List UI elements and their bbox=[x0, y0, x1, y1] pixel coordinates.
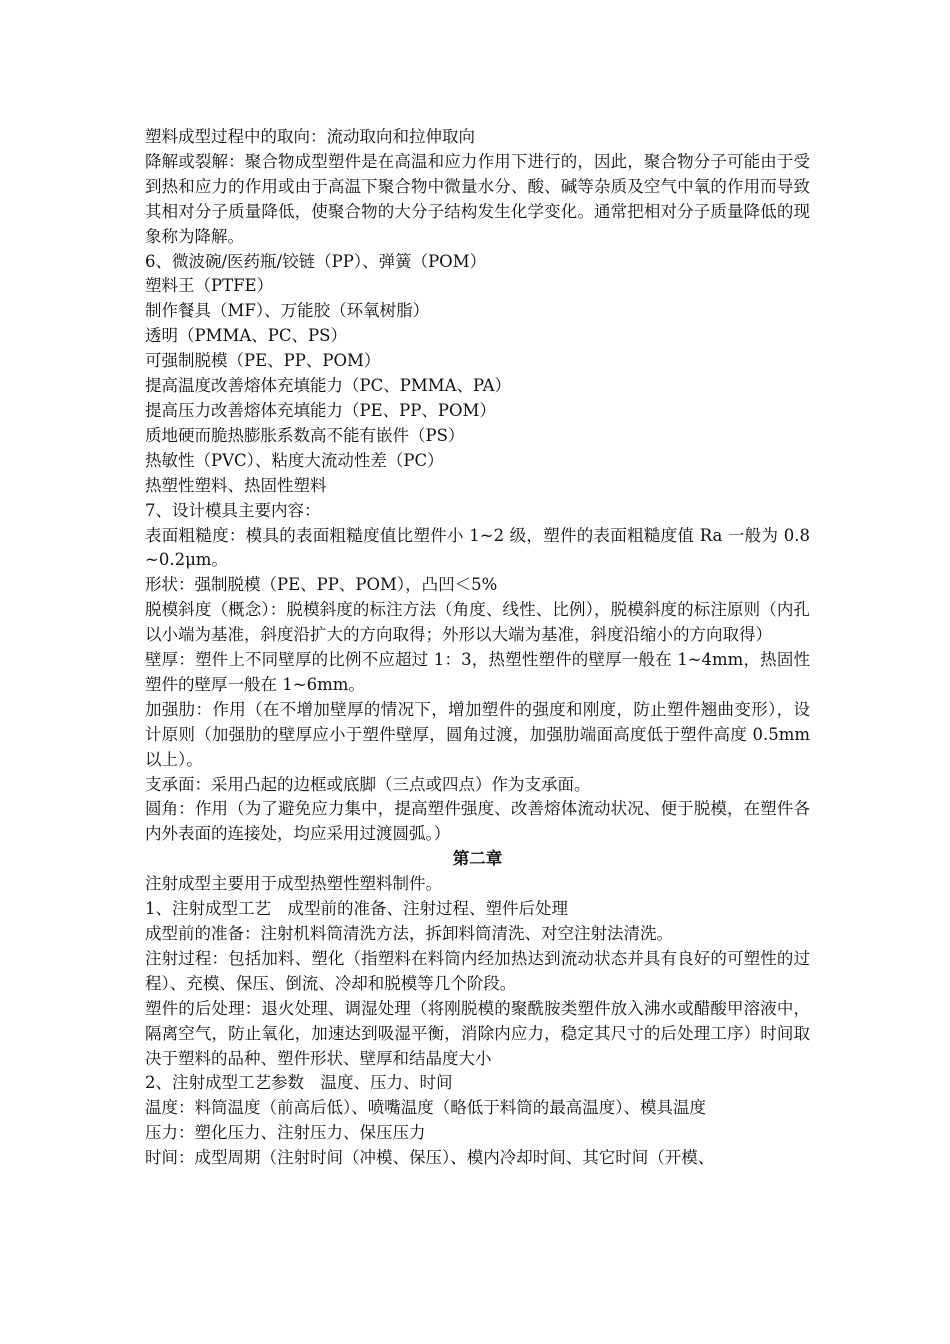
paragraph-ribs: 加强肋：作用（在不增加壁厚的情况下，增加塑件的强度和刚度，防止塑件翘曲变形），设计原则（加强肋的壁厚应小于塑件壁厚，圆角过渡，加强肋端面高度低于塑件高度 0.5mm 以上）。 bbox=[145, 699, 810, 769]
paragraph-shape: 形状：强制脱模（PE、PP、POM），凸凹＜5% bbox=[145, 575, 498, 595]
paragraph-heat-sensitive: 热敏性（PVC）、粘度大流动性差（PC） bbox=[145, 450, 444, 470]
paragraph-item-6: 6、微波碗/医药瓶/铰链（PP）、弹簧（POM） bbox=[145, 251, 487, 271]
paragraph-degradation: 降解或裂解：聚合物成型塑件是在高温和应力作用下进行的，因此，聚合物分子可能由于受到热和应力的作用或由于高温下聚合物中微量水分、酸、碱等杂质及空气中氧的作用而导致其相对分子质量降低，使聚合物的大分子结构发生化学变化。通常把相对分子质量降低的现象称为降解。 bbox=[145, 151, 810, 246]
paragraph-post-treatment: 塑件的后处理：退火处理、调湿处理（将刚脱模的聚酰胺类塑件放入沸水或醋酸甲溶液中，隔离空气，防止氧化，加速达到吸湿平衡，消除内应力，稳定其尺寸的后处理工序）时间取决于塑料的品种、塑件形状、壁厚和结晶度大小 bbox=[145, 998, 810, 1068]
paragraph-transparent: 透明（PMMA、PC、PS） bbox=[145, 326, 347, 346]
paragraph-preparation: 成型前的准备：注射机料筒清洗方法，拆卸料筒清洗、对空注射法清洗。 bbox=[145, 924, 673, 943]
document-page bbox=[145, 125, 810, 1171]
paragraph-forced-demold: 可强制脱模（PE、PP、POM） bbox=[145, 351, 381, 371]
paragraph-injection-process: 1、注射成型工艺 成型前的准备、注射过程、塑件后处理 bbox=[145, 899, 568, 919]
paragraph-injection-intro: 注射成型主要用于成型热塑性塑料制件。 bbox=[145, 874, 442, 894]
paragraph-ptfe: 塑料王（PTFE） bbox=[145, 276, 274, 296]
paragraph-orientation: 塑料成型过程中的取向：流动取向和拉伸取向 bbox=[145, 127, 475, 146]
paragraph-wall-thickness: 壁厚：塑件上不同壁厚的比例不应超过 1：3，热塑性塑件的壁厚一般在 1~4mm，热固性塑件的壁厚一般在 1~6mm。 bbox=[145, 650, 810, 694]
paragraph-ps: 质地硬而脆热膨胀系数高不能有嵌件（PS） bbox=[145, 425, 465, 445]
paragraph-process-parameters: 2、注射成型工艺参数 温度、压力、时间 bbox=[145, 1073, 453, 1093]
paragraph-fillets: 圆角：作用（为了避免应力集中，提高塑件强度、改善熔体流动状况、便于脱模，在塑件各内外表面的连接处，均应采用过渡圆弧。） bbox=[145, 799, 810, 844]
chapter-heading: 第二章 bbox=[452, 849, 503, 869]
paragraph-temperature: 温度：料筒温度（前高后低）、喷嘴温度（略低于料筒的最高温度）、模具温度 bbox=[145, 1098, 706, 1118]
paragraph-item-7: 7、设计模具主要内容： bbox=[145, 500, 321, 520]
paragraph-support-surface: 支承面：采用凸起的边框或底脚（三点或四点）作为支承面。 bbox=[145, 774, 591, 794]
paragraph-pressure-fill: 提高压力改善熔体充填能力（PE、PP、POM） bbox=[145, 400, 496, 420]
paragraph-plastics-types: 热塑性塑料、热固性塑料 bbox=[145, 475, 327, 495]
paragraph-injection-stages: 注射过程：包括加料、塑化（指塑料在料筒内经加热达到流动状态并具有良好的可塑性的过程）、充模、保压、倒流、冷却和脱模等几个阶段。 bbox=[145, 948, 810, 993]
paragraph-tableware: 制作餐具（MF）、万能胶（环氧树脂） bbox=[145, 301, 430, 321]
paragraph-draft-angle: 脱模斜度（概念）：脱模斜度的标注方法（角度、线性、比例），脱模斜度的标注原则（内孔以小端为基准，斜度沿扩大的方向取得；外形以大端为基准，斜度沿缩小的方向取得） bbox=[145, 600, 810, 645]
paragraph-time: 时间：成型周期（注射时间（冲模、保压）、模内冷却时间、其它时间（开模、 bbox=[145, 1148, 715, 1168]
paragraph-temperature-fill: 提高温度改善熔体充填能力（PC、PMMA、PA） bbox=[145, 376, 512, 396]
paragraph-pressure: 压力：塑化压力、注射压力、保压压力 bbox=[145, 1123, 426, 1143]
paragraph-roughness: 表面粗糙度：模具的表面粗糙度值比塑件小 1~2 级，塑件的表面粗糙度值 Ra 一般为 0.8~0.2μm。 bbox=[145, 525, 810, 570]
